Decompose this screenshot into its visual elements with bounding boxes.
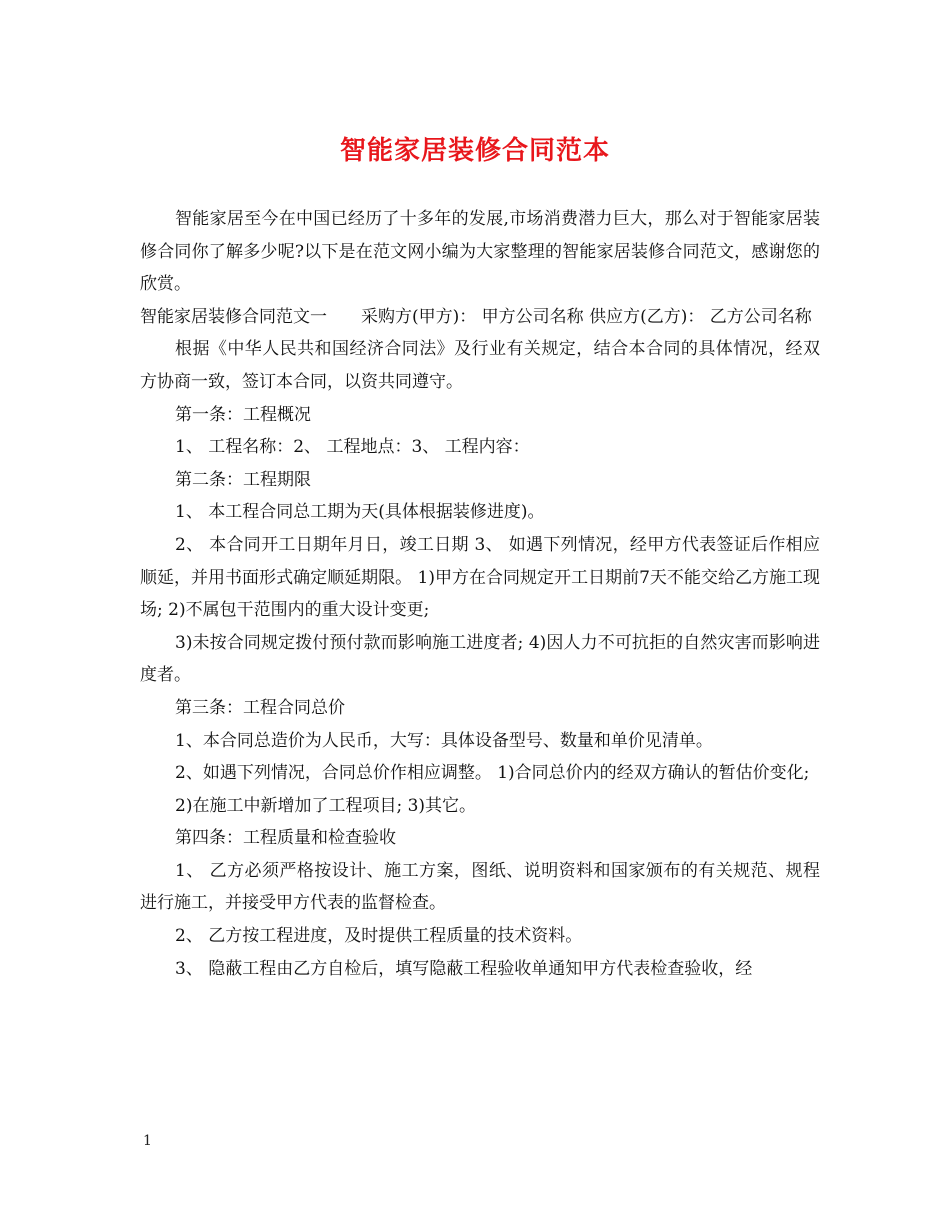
article-1-items: 1、 工程名称：2、 工程地点：3、 工程内容： [175,437,530,458]
article-4-item-1: 1、 乙方必须严格按设计、施工方案，图纸、说明资料和国家颁布的有关规范、规程进行施工，并接受甲方代表的监督检查。 [140,860,820,914]
article-3-item-1: 1、本合同总造价为人民币，大写：具体设备型号、数量和单价见清单。 [175,730,713,751]
article-2-item-3: 3)未按合同规定拨付预付款而影响施工进度者; 4)因人力不可抗拒的自然灾害而影响进度者。 [140,632,820,686]
article-2-item-1: 1、 本工程合同总工期为天(具体根据装修进度)。 [175,502,545,523]
article-3-heading: 第三条：工程合同总价 [175,697,345,718]
parties-paragraph: 智能家居装修合同范文一 采购方(甲方)： 甲方公司名称 供应方(乙方)： 乙方公司名称 [140,306,812,327]
article-3-item-2: 2、如遇下列情况，合同总价作相应调整。 1)合同总价内的经双方确认的暂估价变化; [175,763,810,784]
article-4-heading: 第四条：工程质量和检查验收 [175,828,396,849]
page-number: 1 [143,1133,152,1149]
document-body [140,203,820,985]
article-4-item-3: 3、 隐蔽工程由乙方自检后，填写隐蔽工程验收单通知甲方代表检查验收，经 [175,958,753,979]
article-4-item-2: 2、 乙方按工程进度，及时提供工程质量的技术资料。 [175,926,583,947]
basis-paragraph: 根据《中华人民共和国经济合同法》及行业有关规定，结合本合同的具体情况，经双方协商一致，签订本合同，以资共同遵守。 [140,339,820,392]
article-2-heading: 第二条：工程期限 [175,469,311,490]
document-title: 智能家居装修合同范本 [339,136,610,166]
intro-paragraph: 智能家居至今在中国已经历了十多年的发展,市场消费潜力巨大，那么对于智能家居装修合同你了解多少呢?以下是在范文网小编为大家整理的智能家居装修合同范文，感谢您的欣赏。 [140,209,820,295]
article-2-item-2: 2、 本合同开工日期年月日，竣工日期 3、 如遇下列情况，经甲方代表签证后作相应顺延，并用书面形式确定顺延期限。 1)甲方在合同规定开工日期前7天不能交给乙方施工现场; 2)不属包干范围内的重大设计变更; [140,534,820,621]
article-1-heading: 第一条：工程概况 [175,404,311,425]
article-3-item-3: 2)在施工中新增加了工程项目; 3)其它。 [175,795,477,816]
